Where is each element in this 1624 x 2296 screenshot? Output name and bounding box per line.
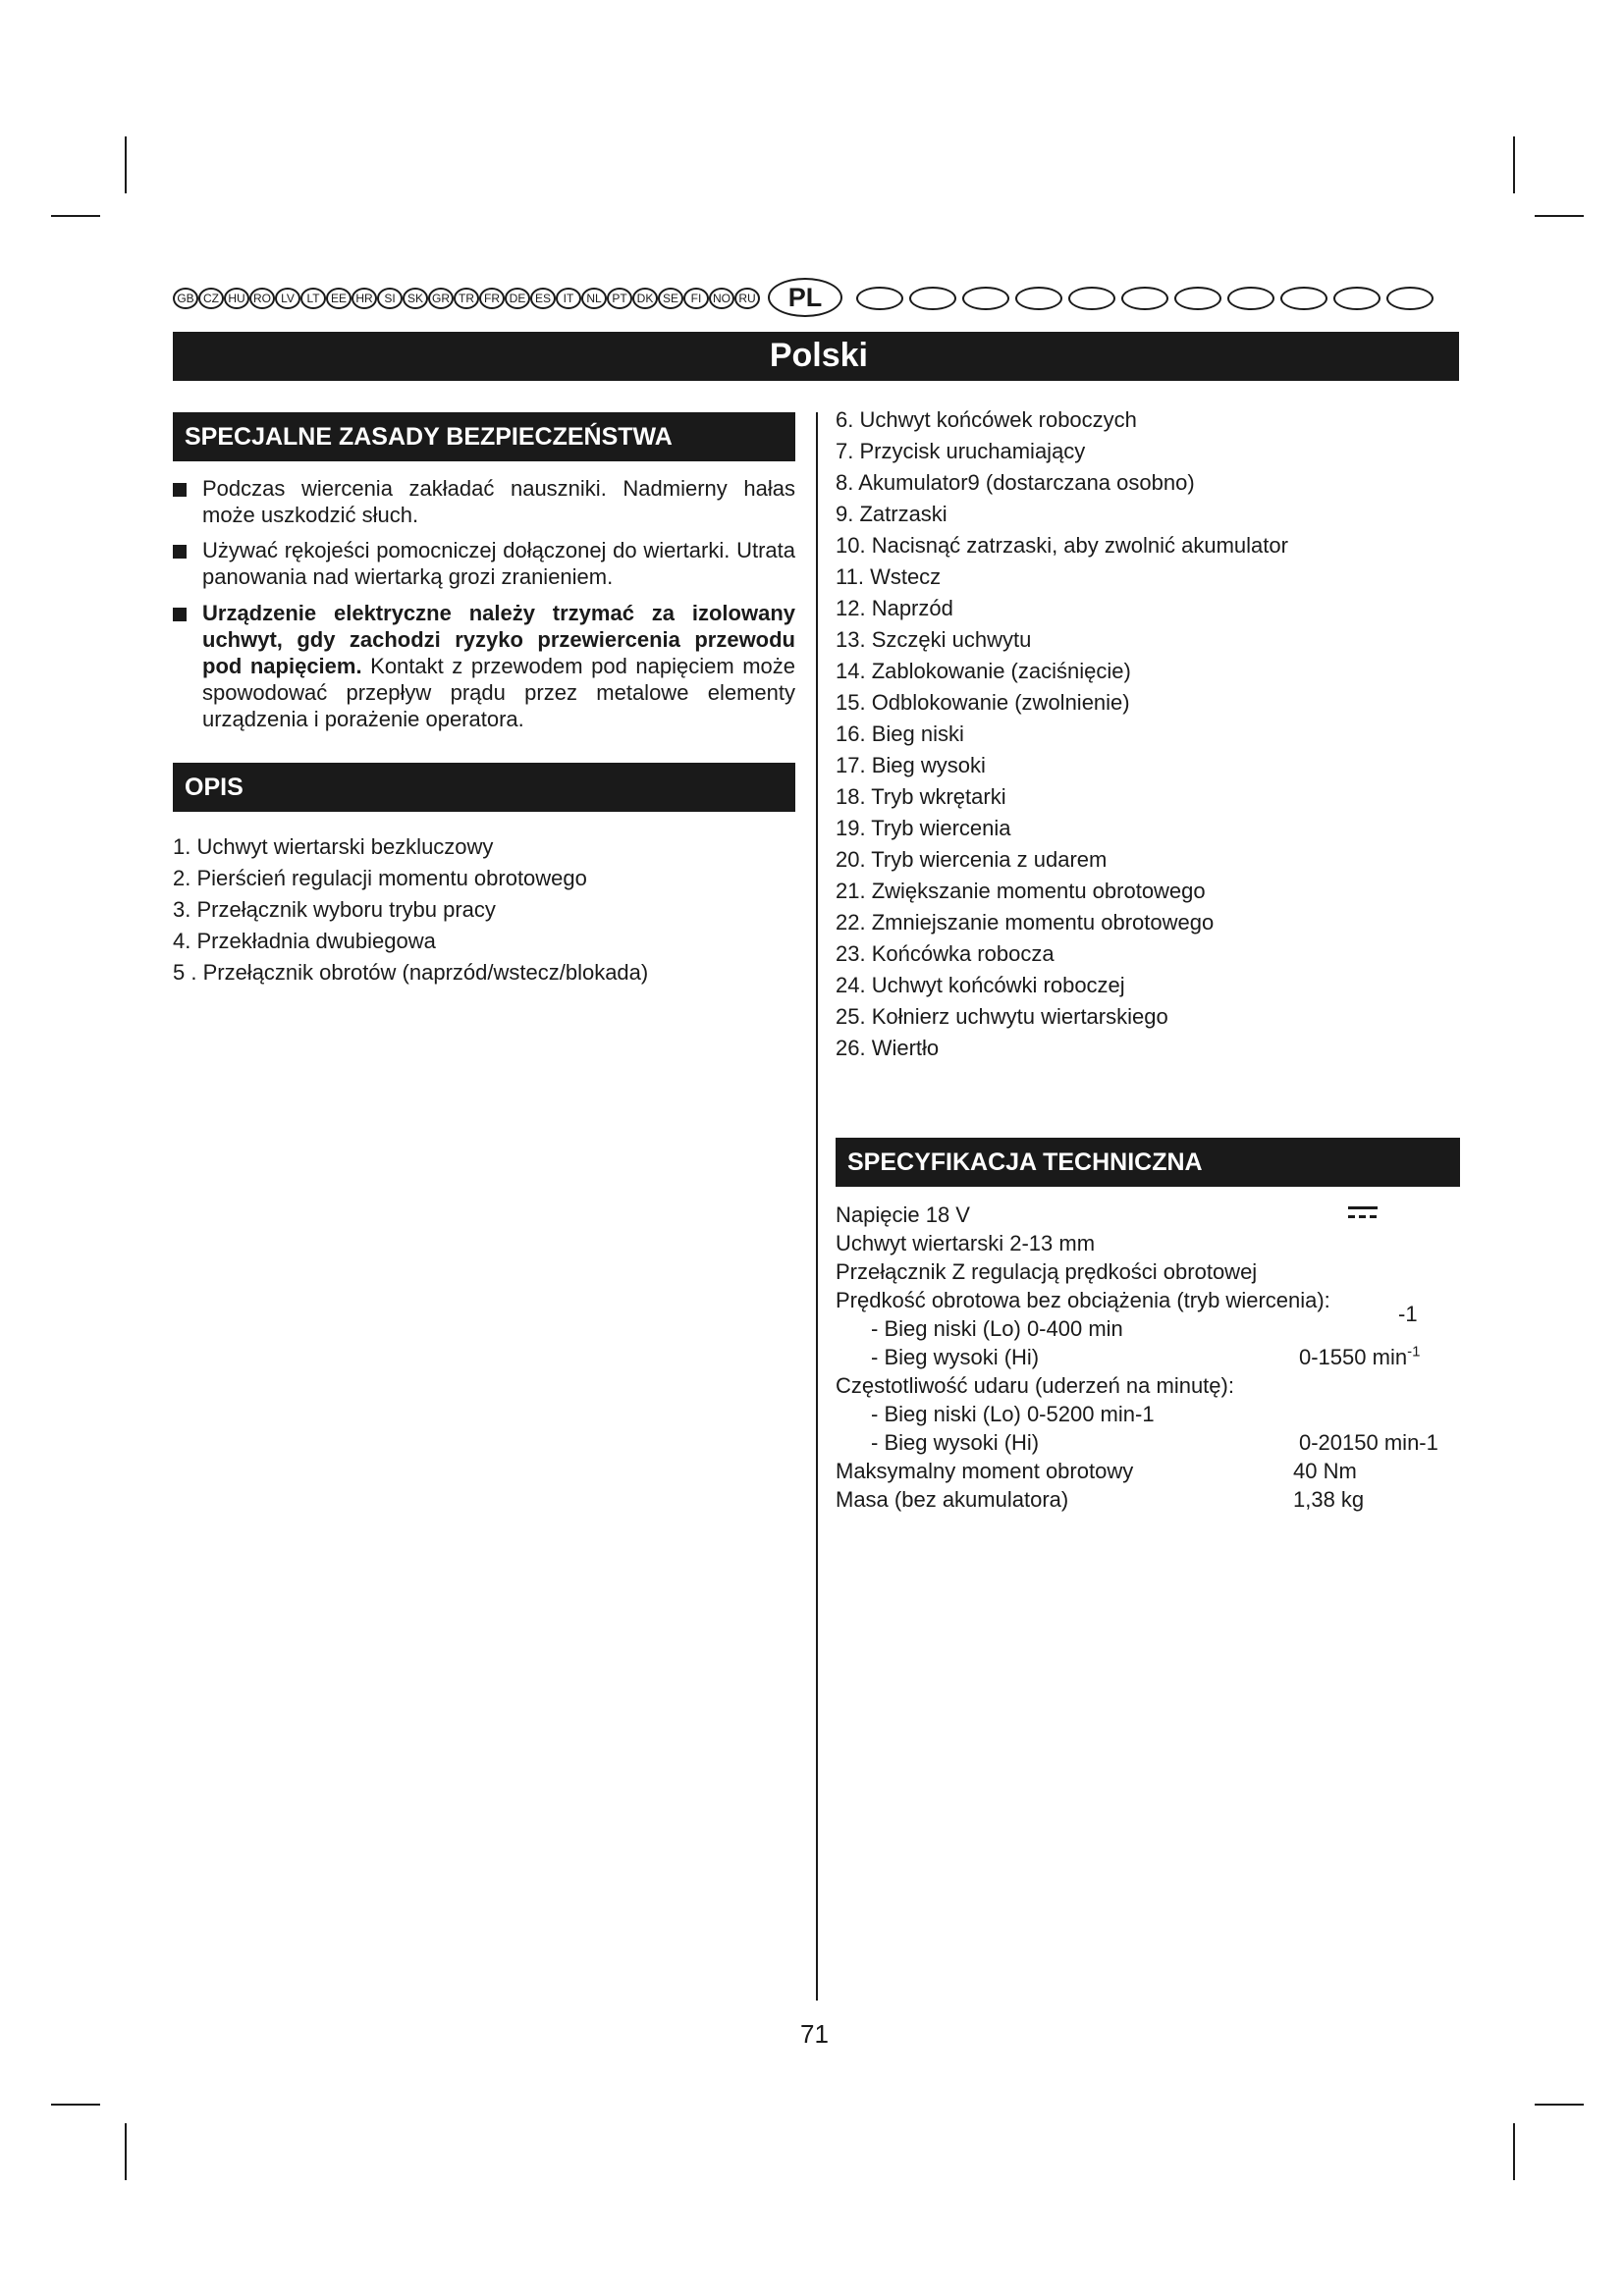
spec-torque (836, 1457, 1464, 1485)
language-tab-tr[interactable]: TR (454, 288, 479, 309)
language-tab-cz[interactable]: CZ (198, 288, 224, 309)
bullet-icon (173, 545, 187, 559)
language-tab-se[interactable]: SE (658, 288, 683, 309)
spec-hi-speed-label: - Bieg wysoki (Hi) (871, 1345, 1040, 1369)
opis-list-item: 11. Wstecz (836, 564, 942, 589)
language-tab-lv[interactable]: LV (275, 288, 300, 309)
language-tab-no[interactable]: NO (709, 288, 734, 309)
spec-switch: Przełącznik Z regulacją prędkości obrotowej (836, 1259, 1258, 1284)
spec-mass (836, 1485, 1464, 1514)
dc-current-icon (1348, 1206, 1378, 1220)
language-tab-si[interactable]: SI (377, 288, 403, 309)
language-tab-dk[interactable]: DK (632, 288, 658, 309)
spec-voltage (836, 1201, 1464, 1229)
language-tab-empty (909, 287, 956, 310)
opis-list-item: 8. Akumulator9 (dostarczana osobno) (836, 470, 1195, 495)
spec-lo-impact: - Bieg niski (Lo) 0-5200 min-1 (871, 1402, 1155, 1426)
opis-list-item: 23. Końcówka robocza (836, 941, 1055, 966)
bullet-icon (173, 483, 187, 497)
crop-mark (1513, 136, 1515, 193)
language-tab-empty (1333, 287, 1380, 310)
spec-voltage-text: Napięcie 18 V (836, 1202, 970, 1227)
spec-mass-label: Masa (bez akumulatora) (836, 1487, 1069, 1512)
opis-list-left (173, 831, 795, 988)
crop-mark (51, 215, 100, 217)
opis-list-item: 18. Tryb wkrętarki (836, 784, 1006, 809)
safety-item (173, 600, 795, 732)
language-tab-empty (1280, 287, 1327, 310)
spec-torque-label: Maksymalny moment obrotowy (836, 1459, 1134, 1483)
language-tab-gr[interactable]: GR (428, 288, 454, 309)
opis-list-item: 14. Zablokowanie (zaciśnięcie) (836, 659, 1131, 683)
language-tab-ru[interactable]: RU (734, 288, 760, 309)
spec-hi-speed (836, 1343, 1464, 1371)
spec-mass-value: 1,38 kg (1293, 1487, 1365, 1512)
opis-list-item: 5 . Przełącznik obrotów (naprzód/wstecz/blokada) (173, 960, 649, 985)
spec-hi-speed-value: 0-1550 $\min^{-1}$ (1299, 1343, 1421, 1369)
opis-heading: OPIS (173, 763, 795, 812)
spec-unit-exponent: -1 (1398, 1302, 1418, 1326)
language-tab-active[interactable]: PL (768, 278, 842, 317)
opis-list-right (836, 404, 1464, 1064)
safety-item-text (202, 600, 795, 732)
language-tab-empty (1015, 287, 1062, 310)
language-tab-gb[interactable]: GB (173, 288, 198, 309)
language-tab-es[interactable]: ES (530, 288, 556, 309)
safety-item-rest: Kontakt z przewodem pod napięciem może spowodować przepływ prądu przez metalowe elementy urządzenia i porażenie operatora. (202, 654, 795, 731)
column-divider (816, 412, 818, 2001)
spec-block (836, 1201, 1464, 1514)
opis-list-item: 6. Uchwyt końcówek roboczych (836, 407, 1137, 432)
opis-list-item: 7. Przycisk uruchamiający (836, 439, 1086, 463)
spec-chuck: Uchwyt wiertarski 2-13 mm (836, 1231, 1096, 1255)
opis-list-item: 26. Wiertło (836, 1036, 940, 1060)
opis-list-item: 19. Tryb wiercenia (836, 816, 1011, 840)
opis-list-item: 15. Odblokowanie (zwolnienie) (836, 690, 1130, 715)
spec-hi-impact-value: 0-20150 min-1 (1299, 1430, 1438, 1455)
language-tab-empty (1227, 287, 1274, 310)
spec-hi-impact (836, 1428, 1464, 1457)
safety-item (173, 537, 795, 590)
safety-item-bold: Urządzenie elektryczne należy trzymać za izolowany uchwyt, gdy zachodzi ryzyko przewiercenia przewodu pod napięciem. (202, 601, 795, 678)
language-tab-ro[interactable]: RO (249, 288, 275, 309)
language-tab-nl[interactable]: NL (581, 288, 607, 309)
opis-list-item: 21. Zwiększanie momentu obrotowego (836, 879, 1206, 903)
opis-list-item: 24. Uchwyt końcówki roboczej (836, 973, 1125, 997)
language-tab-empty (1068, 287, 1115, 310)
language-tab-empty (856, 287, 903, 310)
language-tab-hr[interactable]: HR (352, 288, 377, 309)
page-title: Polski (769, 337, 868, 374)
language-tab-de[interactable]: DE (505, 288, 530, 309)
opis-list-item: 17. Bieg wysoki (836, 753, 986, 777)
safety-item (173, 475, 795, 528)
spec-lo-speed: - Bieg niski (Lo) 0-400 min (871, 1316, 1123, 1341)
safety-heading: SPECJALNE ZASADY BEZPIECZEŃSTWA (173, 412, 795, 461)
crop-mark (125, 2123, 127, 2180)
opis-list-item: 20. Tryb wiercenia z udarem (836, 847, 1108, 872)
opis-list-item: 10. Nacisnąć zatrzaski, aby zwolnić akumulator (836, 533, 1288, 558)
opis-list-item: 16. Bieg niski (836, 721, 964, 746)
crop-mark (51, 2104, 100, 2106)
bullet-icon (173, 608, 187, 621)
language-tab-it[interactable]: IT (556, 288, 581, 309)
language-bar (173, 278, 1459, 317)
crop-mark (1535, 215, 1584, 217)
language-tab-lt[interactable]: LT (300, 288, 326, 309)
spec-impact: Częstotliwość udaru (uderzeń na minutę): (836, 1373, 1234, 1398)
language-tab-ee[interactable]: EE (326, 288, 352, 309)
spec-torque-value: 40 Nm (1293, 1459, 1357, 1483)
opis-list-item: 3. Przełącznik wyboru trybu pracy (173, 897, 496, 922)
spec-heading: SPECYFIKACJA TECHNICZNA (836, 1138, 1460, 1187)
opis-list-item: 4. Przekładnia dwubiegowa (173, 929, 436, 953)
opis-list-item: 25. Kołnierz uchwytu wiertarskiego (836, 1004, 1168, 1029)
crop-mark (125, 136, 127, 193)
safety-item-text: Podczas wiercenia zakładać nauszniki. Nadmierny hałas może uszkodzić słuch. (202, 476, 795, 527)
language-tab-empty (1121, 287, 1168, 310)
page-title-bar (173, 332, 1459, 381)
spec-noload-text: Prędkość obrotowa bez obciążenia (tryb wiercenia): (836, 1288, 1330, 1312)
spec-noload (836, 1286, 1464, 1326)
opis-list-item: 22. Zmniejszanie momentu obrotowego (836, 910, 1215, 934)
safety-item-text: Używać rękojeści pomocniczej dołączonej do wiertarki. Utrata panowania nad wiertarką grozi zranieniem. (202, 538, 795, 589)
language-tab-hu[interactable]: HU (224, 288, 249, 309)
language-tab-sk[interactable]: SK (403, 288, 428, 309)
language-tab-fr[interactable]: FR (479, 288, 505, 309)
language-tab-fi[interactable]: FI (683, 288, 709, 309)
crop-mark (1535, 2104, 1584, 2106)
opis-list-item: 2. Pierścień regulacji momentu obrotowego (173, 866, 587, 890)
crop-mark (1513, 2123, 1515, 2180)
language-tab-empty (1386, 287, 1434, 310)
opis-list-item: 12. Naprzód (836, 596, 953, 620)
page-number: 71 (800, 2019, 829, 2049)
opis-list-item: 13. Szczęki uchwytu (836, 627, 1032, 652)
spec-hi-impact-label: - Bieg wysoki (Hi) (871, 1430, 1040, 1455)
opis-list-item: 9. Zatrzaski (836, 502, 947, 526)
language-tab-empty (962, 287, 1009, 310)
language-tab-pt[interactable]: PT (607, 288, 632, 309)
opis-list-item: 1. Uchwyt wiertarski bezkluczowy (173, 834, 494, 859)
language-tab-empty (1174, 287, 1221, 310)
